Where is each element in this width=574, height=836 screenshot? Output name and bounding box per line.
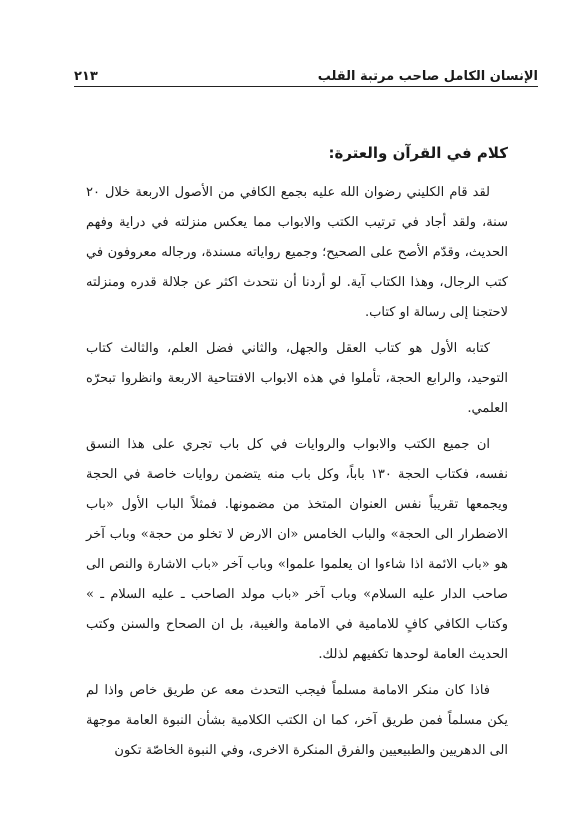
section-heading: كلام في القرآن والعترة: — [328, 144, 508, 162]
paragraph-4: فاذا كان منكر الامامة مسلماً فيجب التحدث معه عن طريق خاص واذا لم يكن مسلماً فمن طريق آخر، كما ان الكتب الكلامية بشأن النبوة العامة موجهة الى الدهريين والطبيعيين والفرق المنكرة الاخرى، وفي النبوة الخاصّة تكون — [86, 683, 508, 758]
paragraph-1: لقد قام الكليني رضوان الله عليه بجمع الكافي من الأصول الاربعة خلال ٢٠ سنة، ولقد أجاد في ترتيب الكتب والابواب مما يعكس منزلته في دراية وفهم الحديث، وقدّم الأصح على الصحيح؛ وجميع رواياته مسندة، ورجاله معروفون في كتب الرجال، وهذا الكتاب آية. لو أردنا أن نتحدث اكثر عن جلالة قدره ومنزلته لاحتجنا إلى رسالة او كتاب. — [86, 185, 508, 320]
header-rule — [74, 86, 538, 87]
running-header — [74, 60, 538, 84]
paragraph-3: ان جميع الكتب والابواب والروايات في كل باب تجري على هذا النسق نفسه، فكتاب الحجة ١٣٠ باباً، وكل باب منه يتضمن روايات خاصة في الحجة ويجمعها تقريباً نفس العنوان المتخذ من مضمونها. فمثلاً الباب الأول «باب الاضطرار الى الحجة» والباب الخامس «ان الارض لا تخلو من حجة» وباب آخر هو «باب الائمة اذا شاءوا ان يعلموا علموا» وباب آخر «باب الاشارة والنص الى صاحب الدار عليه السلام» وباب آخر «باب مولد الصاحب ـ عليه السلام ـ » وكتاب الكافي كافٍ للامامية في الامامة والغيبة، بل ان الصحاح والسنن وكتب الحديث العامة لوحدها تكفيهم لذلك. — [86, 437, 508, 662]
paragraph-2: كتابه الأول هو كتاب العقل والجهل، والثاني فضل العلم، والثالث كتاب التوحيد، والرابع الحجة، تأملوا في هذه الابواب الافتتاحية الاربعة وانظروا تبحرّه العلمي. — [86, 341, 508, 416]
body-text — [86, 178, 508, 772]
running-title: الإنسان الكامل صاحب مرتبة القلب — [317, 69, 538, 84]
page-number: ٢١٣ — [74, 69, 98, 84]
